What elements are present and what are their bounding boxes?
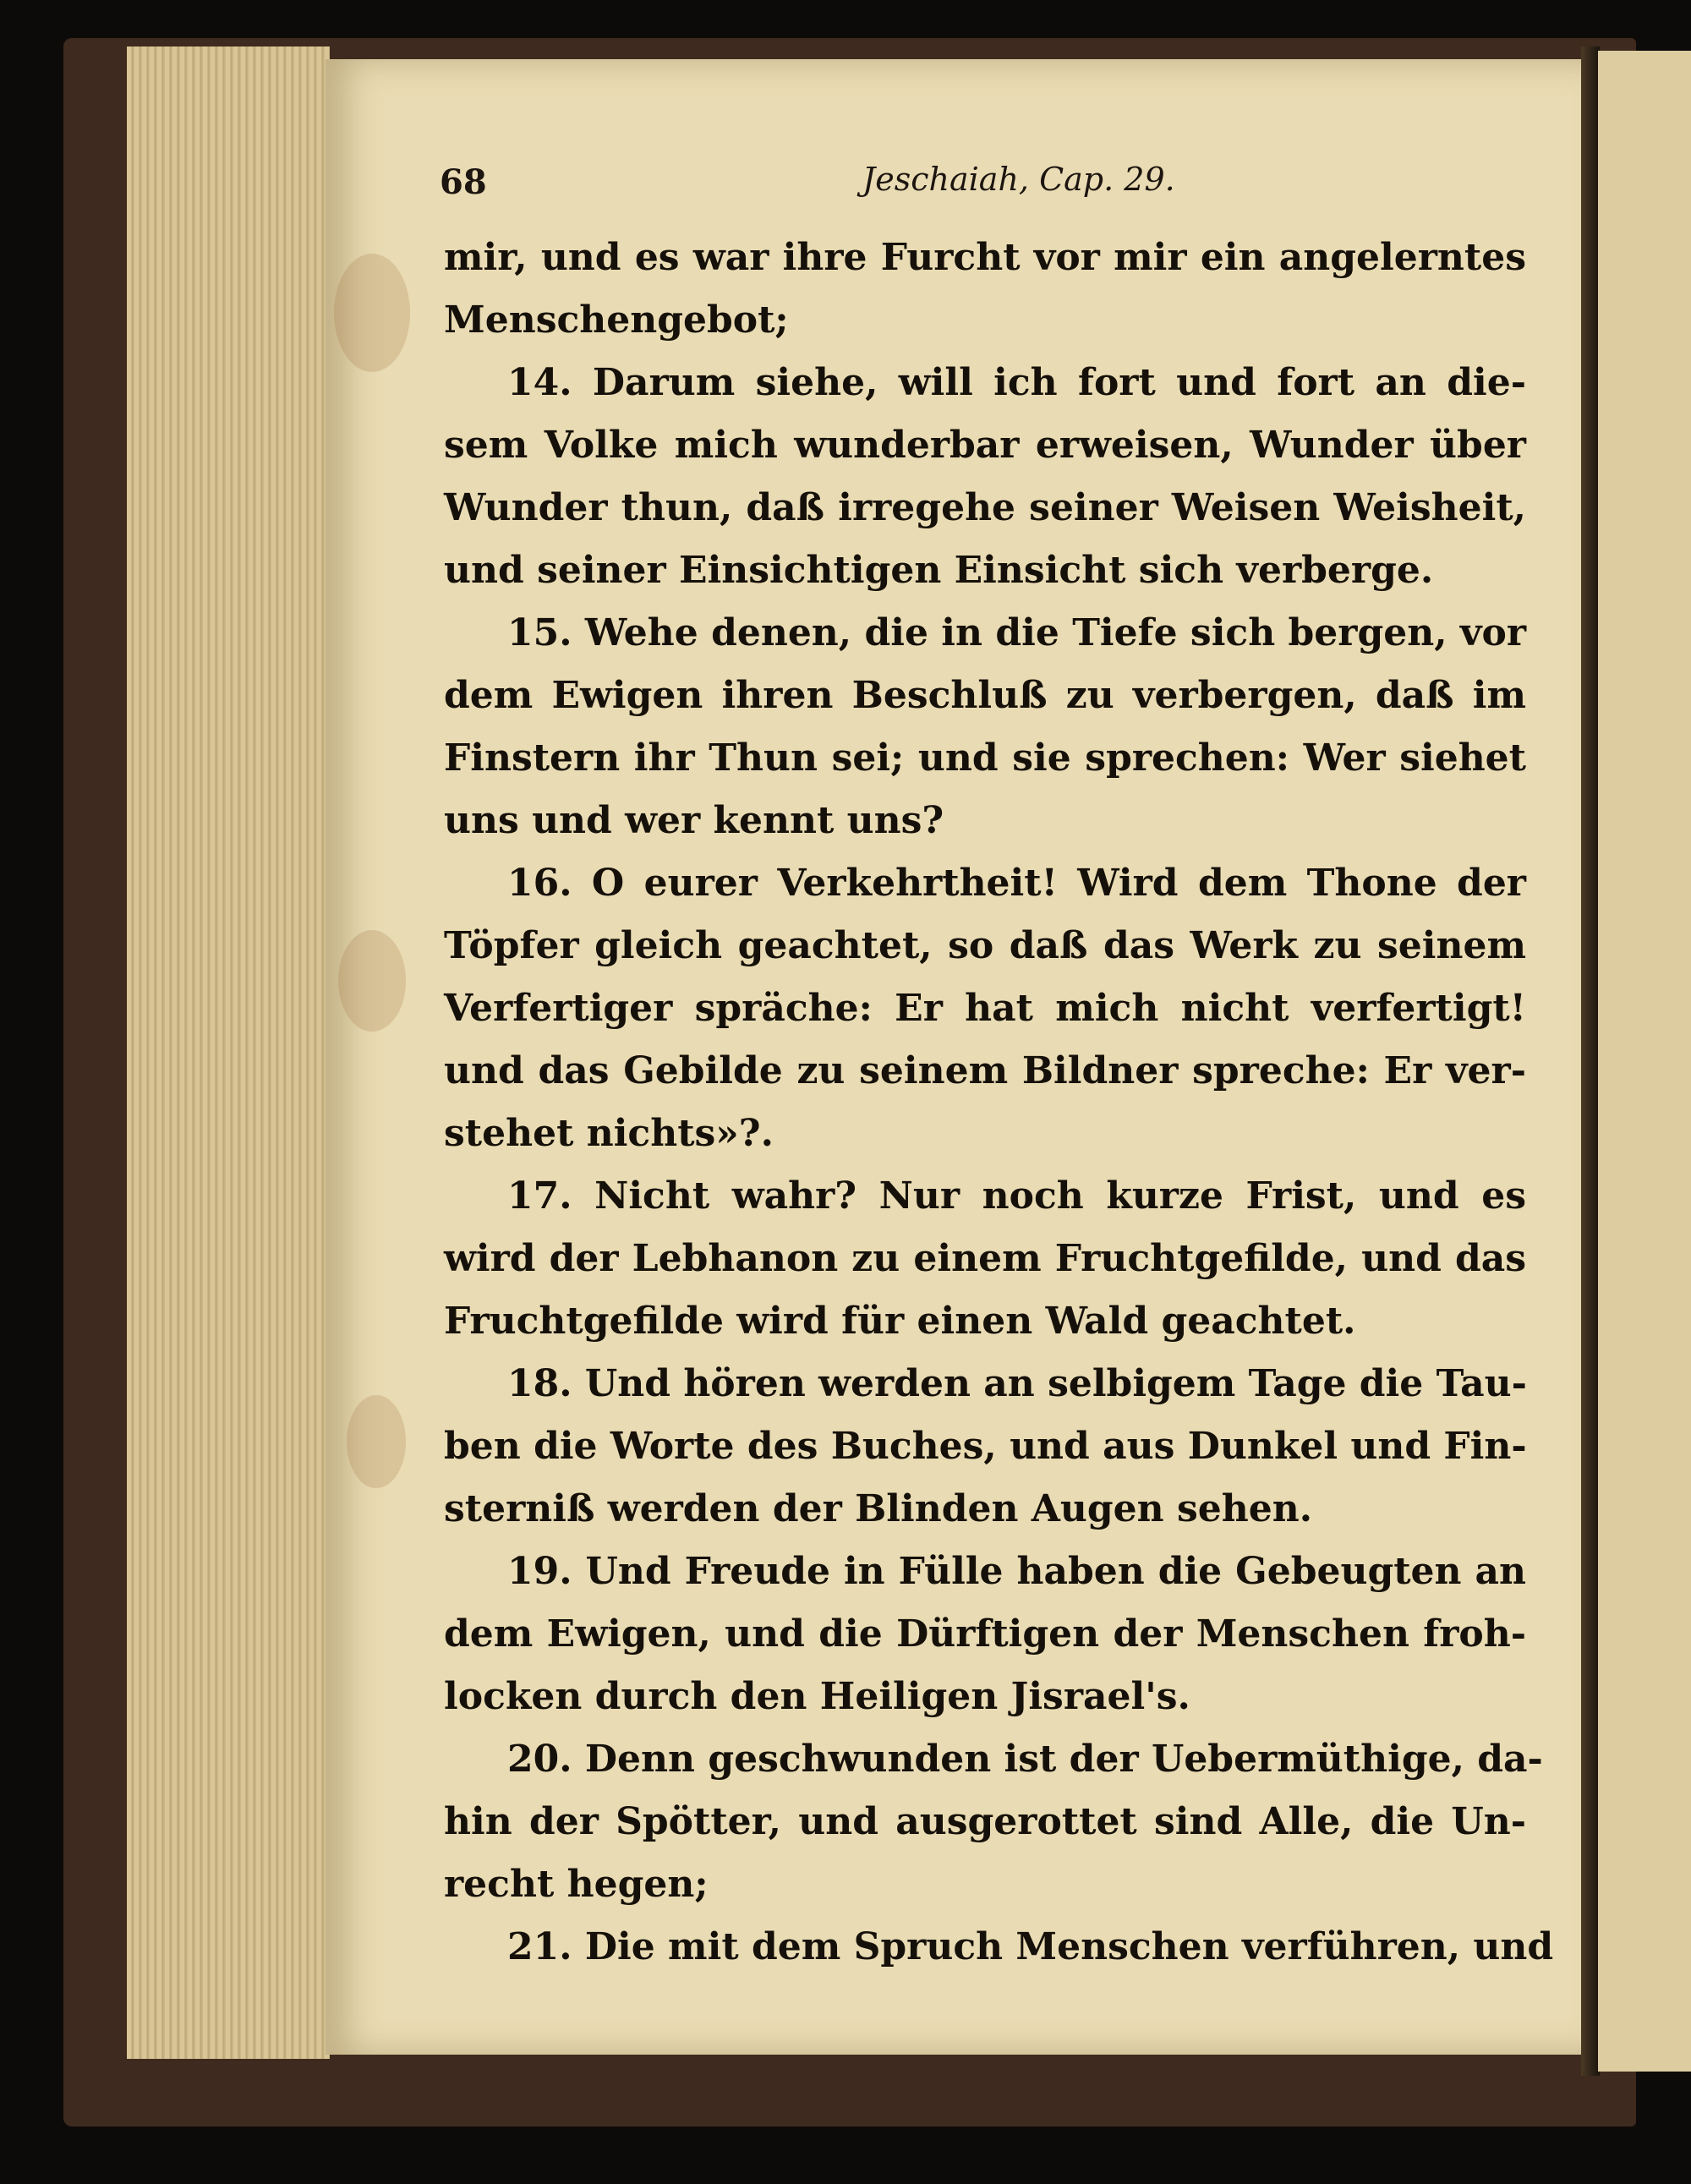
page-number: 68 [440, 162, 487, 202]
page-edges [127, 47, 330, 2059]
text-line: dem Ewigen, und die Dürftigen der Menschen froh- [444, 1612, 1526, 1656]
text-line: Finstern ihr Thun sei; und sie sprechen: Wer siehet [444, 736, 1526, 780]
verse-20-line: 20. Denn geschwunden ist der Uebermüthige, da- [507, 1738, 1543, 1781]
text-line: sem Volke mich wunderbar erweisen, Wunder über [444, 424, 1526, 467]
text-line: Verfertiger spräche: Er hat mich nicht verfertigt! [444, 987, 1526, 1030]
verse-21-line: 21. Die mit dem Spruch Menschen verführen, und [507, 1925, 1554, 1968]
verse-17-line: 17. Nicht wahr? Nur noch kurze Frist, und es [507, 1174, 1526, 1218]
running-title: Jeschaiah, Cap. 29. [862, 161, 1175, 198]
text-line: locken durch den Heiligen Jisrael's. [444, 1675, 1190, 1718]
text-line: Menschengebot; [444, 298, 789, 342]
paper-stain [338, 930, 406, 1032]
paper-stain [334, 254, 410, 372]
verse-15-line: 15. Wehe denen, die in die Tiefe sich bergen, vor [507, 611, 1526, 654]
text-line: ben die Worte des Buches, und aus Dunkel und Fin- [444, 1425, 1527, 1468]
text-line: recht hegen; [444, 1863, 709, 1906]
text-line: Töpfer gleich geachtet, so daß das Werk zu seinem [444, 924, 1526, 967]
text-line: uns und wer kennt uns? [444, 799, 944, 842]
text-line: sterniß werden der Blinden Augen sehen. [444, 1487, 1313, 1530]
text-line: hin der Spötter, und ausgerottet sind Alle, die Un- [444, 1800, 1526, 1843]
right-page-edge [1598, 51, 1691, 2072]
paper-stain [347, 1395, 406, 1488]
text-line: mir, und es war ihre Furcht vor mir ein angelerntes [444, 236, 1526, 279]
verse-16-line: 16. O eurer Verkehrtheit! Wird dem Thone der [507, 862, 1526, 905]
verse-18-line: 18. Und hören werden an selbigem Tage die Tau- [507, 1362, 1527, 1405]
verse-14-line: 14. Darum siehe, will ich fort und fort an die- [507, 361, 1526, 404]
text-line: dem Ewigen ihren Beschluß zu verbergen, daß im [444, 674, 1526, 717]
book-gutter [1581, 47, 1600, 2076]
text-line: Fruchtgefilde wird für einen Wald geachtet. [444, 1300, 1356, 1343]
text-line: wird der Lebhanon zu einem Fruchtgefilde, und das [444, 1237, 1526, 1280]
text-line: und seiner Einsichtigen Einsicht sich verberge. [444, 549, 1434, 592]
text-line: und das Gebilde zu seinem Bildner spreche: Er ver- [444, 1049, 1526, 1092]
verse-19-line: 19. Und Freude in Fülle haben die Gebeugten an [507, 1550, 1526, 1593]
text-line: Wunder thun, daß irregehe seiner Weisen Weisheit, [444, 486, 1526, 529]
text-line: stehet nichts»?. [444, 1112, 774, 1155]
